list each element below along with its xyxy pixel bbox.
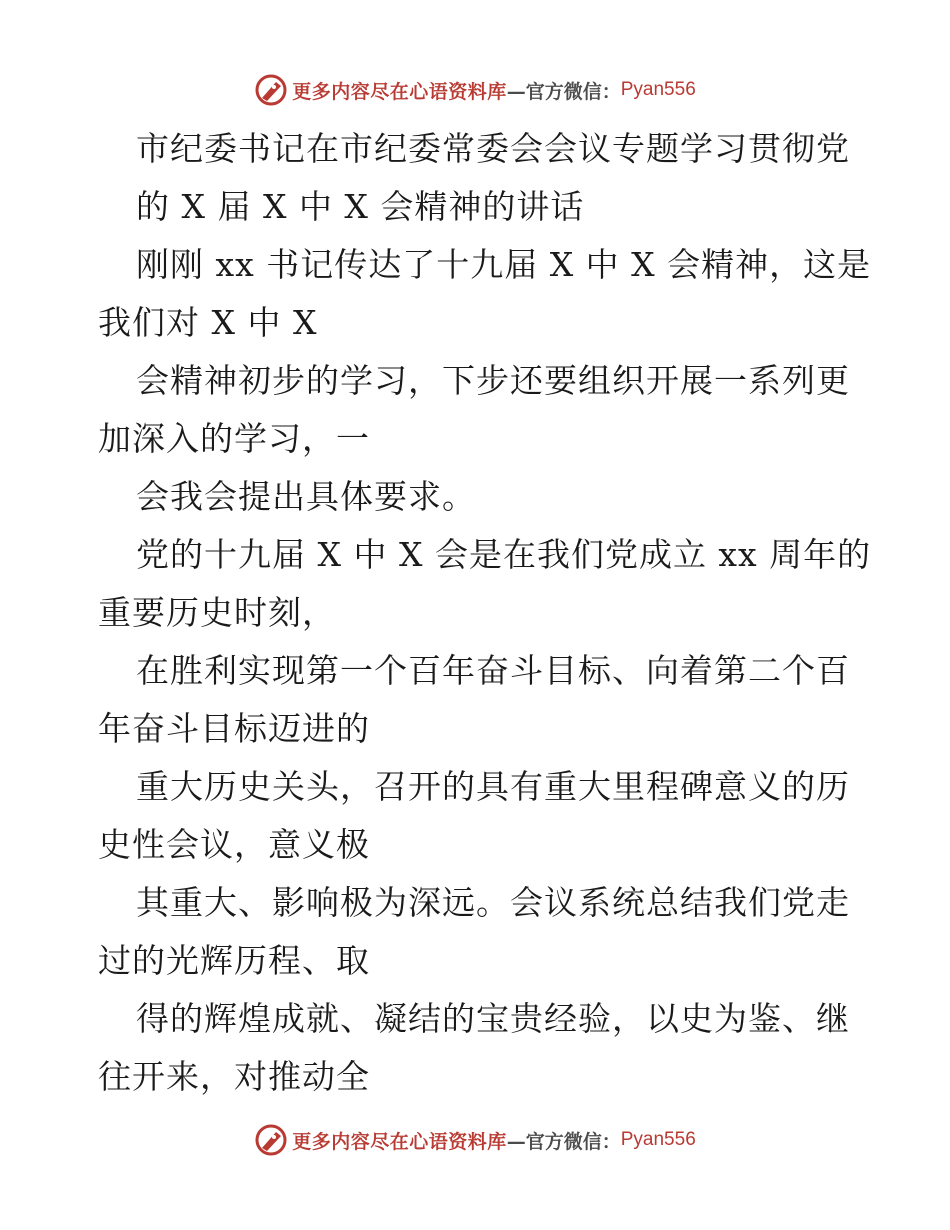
banner-text: 更多内容尽在心语资料库 bbox=[292, 80, 507, 103]
banner-separator: —官方微信： bbox=[506, 80, 621, 103]
banner-wechat-id: Pyan556 bbox=[620, 79, 696, 100]
document-title-line-1: 市纪委书记在市纪委常委会会议专题学习贯彻党 bbox=[136, 129, 850, 168]
banner-separator: —官方微信： bbox=[506, 1130, 621, 1153]
pen-nib-logo-icon bbox=[254, 1123, 288, 1157]
paragraph-line: 会精神初步的学习，下步还要组织开展一系列更 bbox=[136, 361, 850, 400]
paragraph-line: 过的光辉历程、取 bbox=[98, 941, 370, 980]
paragraph-line: 重大历史关头，召开的具有重大里程碑意义的历 bbox=[136, 767, 850, 806]
paragraph-line: 重要历史时刻， bbox=[98, 593, 336, 632]
paragraph-line: 会我会提出具体要求。 bbox=[136, 477, 476, 516]
paragraph-line: 党的十九届 X 中 X 会是在我们党成立 xx 周年的 bbox=[136, 535, 872, 574]
paragraph-line: 年奋斗目标迈进的 bbox=[98, 709, 370, 748]
paragraph-line: 在胜利实现第一个百年奋斗目标、向着第二个百 bbox=[136, 651, 850, 690]
paragraph-line: 加深入的学习，一 bbox=[98, 419, 370, 458]
banner-wechat-id: Pyan556 bbox=[620, 1129, 696, 1150]
footer-banner bbox=[0, 1120, 950, 1160]
header-banner bbox=[0, 70, 950, 110]
paragraph-line: 我们对 X 中 X bbox=[98, 303, 318, 342]
document-title-line-2: 的 X 届 X 中 X 会精神的讲话 bbox=[136, 187, 585, 226]
paragraph-line: 史性会议，意义极 bbox=[98, 825, 370, 864]
paragraph-line: 往开来，对推动全 bbox=[98, 1057, 370, 1096]
pen-nib-logo-icon bbox=[254, 73, 288, 107]
paragraph-line: 得的辉煌成就、凝结的宝贵经验，以史为鉴、继 bbox=[136, 999, 850, 1038]
banner-text: 更多内容尽在心语资料库 bbox=[292, 1130, 507, 1153]
paragraph-line: 其重大、影响极为深远。会议系统总结我们党走 bbox=[136, 883, 850, 922]
paragraph-line: 刚刚 xx 书记传达了十九届 X 中 X 会精神，这是 bbox=[136, 245, 872, 284]
